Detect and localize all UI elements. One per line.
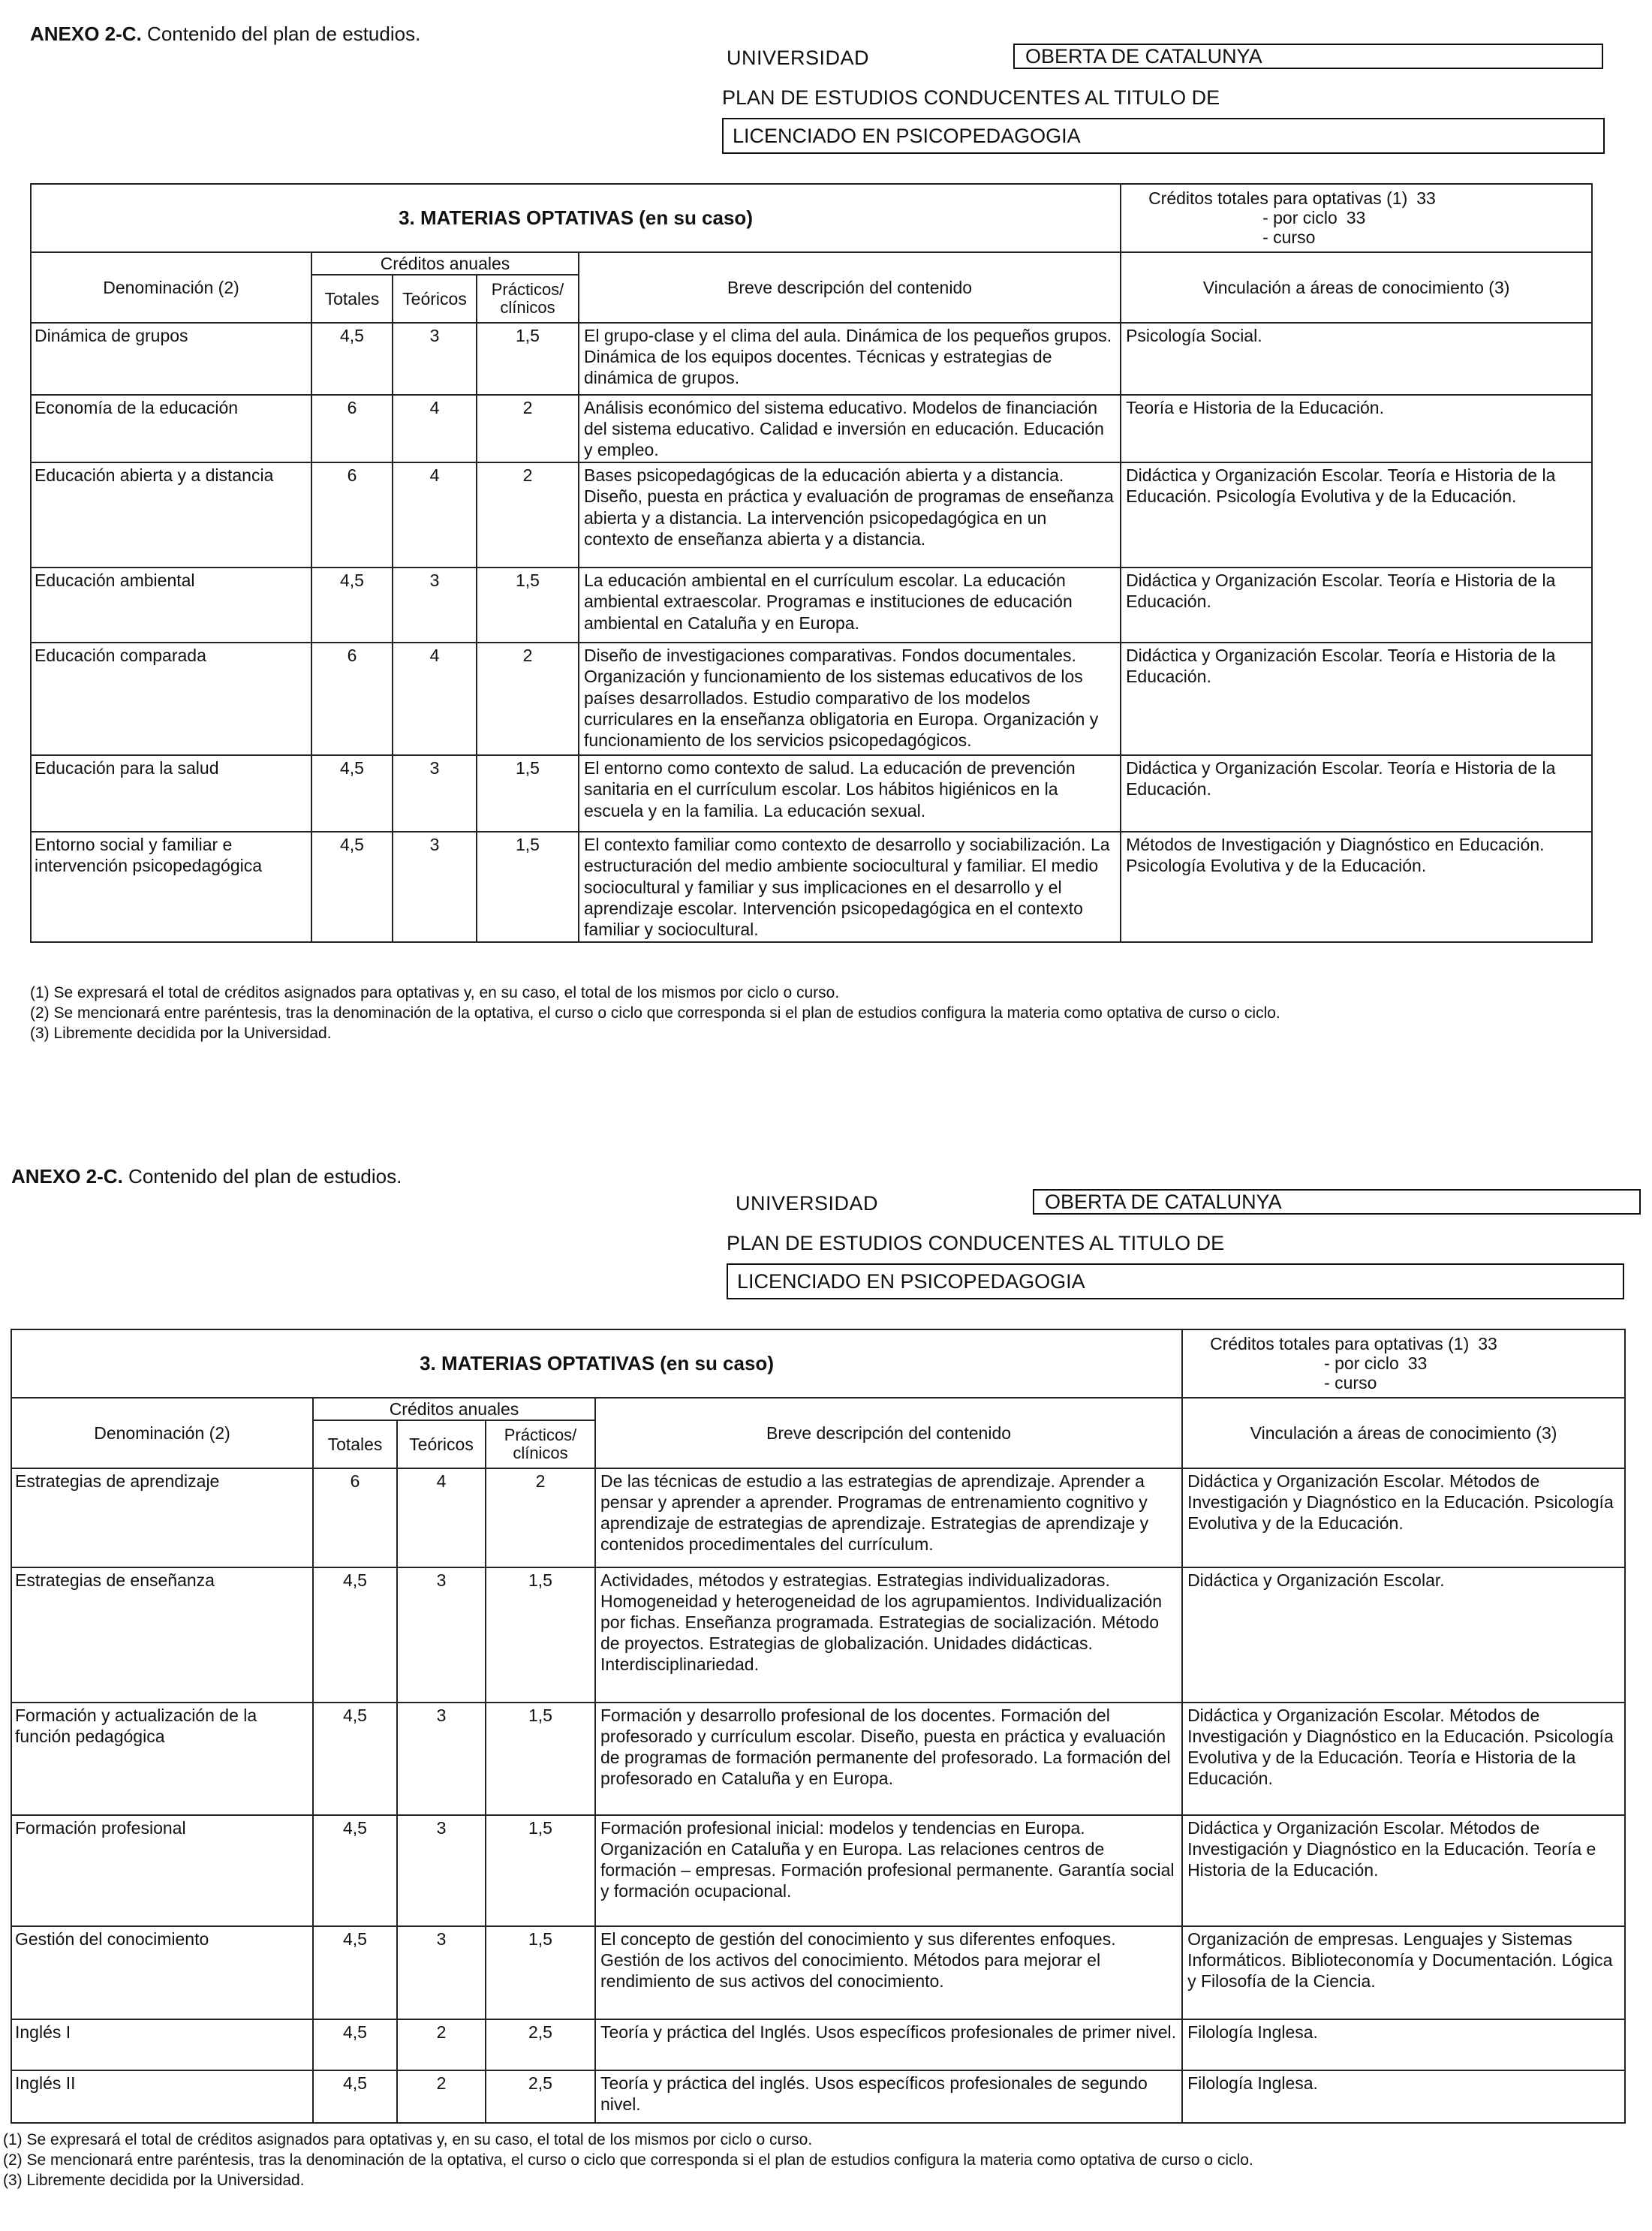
- plan-label: PLAN DE ESTUDIOS CONDUCENTES AL TITULO DE: [722, 86, 1220, 109]
- row-denominacion: Formación profesional: [11, 1815, 313, 1926]
- footnote-2: (2) Se mencionará entre paréntesis, tras la denominación de la optativa, el curso o ciclo que corresponda si el plan de estudios configura la materia como optativa de curso o ciclo.: [30, 1004, 1280, 1022]
- row-descripcion: El concepto de gestión del conocimiento y sus diferentes enfoques. Gestión de los activos del conocimiento. Métodos para mejorar el rendimiento de sus activos del conocimiento.: [595, 1926, 1182, 2019]
- row-teoricos: 3: [393, 755, 477, 832]
- row-teoricos: 4: [397, 1468, 486, 1567]
- row-descripcion: Teoría y práctica del Inglés. Usos específicos profesionales de primer nivel.: [595, 2019, 1182, 2070]
- row-totales: 6: [311, 643, 393, 755]
- row-descripcion: Análisis económico del sistema educativo. Modelos de financiación del sistema educativo. Calidad e inversión en educación. Educación y empleo.: [579, 395, 1121, 462]
- row-descripcion: De las técnicas de estudio a las estrategias de aprendizaje. Aprender a pensar y aprender a aprender. Programas de entrenamiento cognitivo y aprendizaje de estrategias de aprendizaje. Estrategias de aprendizaje y contenidos procedimentales del currículum.: [595, 1468, 1182, 1567]
- plan-label: PLAN DE ESTUDIOS CONDUCENTES AL TITULO DE: [727, 1232, 1225, 1254]
- row-vinculacion: Didáctica y Organización Escolar. Teoría e Historia de la Educación.: [1121, 643, 1592, 755]
- footnote-3: (3) Libremente decidida por la Universidad.: [30, 1024, 332, 1042]
- footnote-1: (1) Se expresará el total de créditos asignados para optativas y, en su caso, el total de los mismos por ciclo o curso.: [3, 2131, 813, 2148]
- row-teoricos: 3: [397, 1815, 486, 1926]
- row-denominacion: Educación ambiental: [31, 568, 311, 643]
- table-row: [31, 755, 1592, 832]
- row-teoricos: 2: [397, 2019, 486, 2070]
- table-row: [31, 462, 1592, 568]
- header-practicos: Prácticos/ clínicos: [477, 275, 579, 323]
- row-vinculacion: Didáctica y Organización Escolar. Métodos de Investigación y Diagnóstico en la Educación. Psicología Evolutiva y de la Educación.: [1182, 1468, 1625, 1567]
- row-totales: 4,5: [311, 755, 393, 832]
- table-row: [11, 2070, 1625, 2123]
- por-ciclo-value: 33: [1346, 207, 1366, 227]
- row-descripcion: Formación y desarrollo profesional de los docentes. Formación del profesorado y currículum escolar. Diseño, puesta en práctica y evaluación de programas de formación permanente del profesorado. La formación del profesorado en Cataluña y en Europa.: [595, 1703, 1182, 1815]
- row-denominacion: Estrategias de enseñanza: [11, 1567, 313, 1703]
- creditos-totales-cell: [1121, 184, 1592, 252]
- por-ciclo-value: 33: [1407, 1353, 1428, 1373]
- row-vinculacion: Psicología Social.: [1121, 323, 1592, 395]
- row-teoricos: 3: [393, 323, 477, 395]
- header-row-1: [31, 252, 1592, 275]
- row-practicos: 2: [477, 643, 579, 755]
- row-practicos: 2: [477, 395, 579, 462]
- row-teoricos: 3: [397, 1567, 486, 1703]
- row-teoricos: 3: [393, 568, 477, 643]
- creditos-totales-value: 33: [1416, 188, 1436, 208]
- row-vinculacion: Filología Inglesa.: [1182, 2070, 1625, 2123]
- header-denominacion: Denominación (2): [11, 1398, 313, 1468]
- table-body: [31, 323, 1592, 941]
- row-practicos: 2: [486, 1468, 595, 1567]
- table-title-row: [31, 184, 1592, 252]
- universidad-box: OBERTA DE CATALUNYA: [1013, 44, 1603, 69]
- row-descripcion: Actividades, métodos y estrategias. Estrategias individualizadoras. Homogeneidad y heterogeneidad de los agrupamientos. Individualización por fichas. Enseñanza programada. Estrategias de socialización. Método de proyectos. Estrategias de globalización. Unidades didácticas. Interdisciplinariedad.: [595, 1567, 1182, 1703]
- table-row: [11, 1703, 1625, 1815]
- footnote-2: (2) Se mencionará entre paréntesis, tras la denominación de la optativa, el curso o ciclo que corresponda si el plan de estudios configura la materia como optativa de curso o ciclo.: [3, 2151, 1253, 2169]
- row-practicos: 1,5: [477, 755, 579, 832]
- header-creditos-anuales: Créditos anuales: [313, 1398, 595, 1420]
- row-vinculacion: Teoría e Historia de la Educación.: [1121, 395, 1592, 462]
- table-row: [31, 323, 1592, 395]
- row-teoricos: 4: [393, 395, 477, 462]
- row-teoricos: 2: [397, 2070, 486, 2123]
- table-title: 3. MATERIAS OPTATIVAS (en su caso): [31, 184, 1121, 252]
- creditos-totales-cell: [1182, 1329, 1625, 1398]
- table-row: [11, 2019, 1625, 2070]
- row-practicos: 2,5: [486, 2019, 595, 2070]
- creditos-totales-label: Créditos totales para optativas (1): [1148, 188, 1408, 208]
- row-vinculacion: Didáctica y Organización Escolar. Métodos de Investigación y Diagnóstico en la Educación. Psicología Evolutiva y de la Educación. Teoría e Historia de la Educación.: [1182, 1703, 1625, 1815]
- por-ciclo-label: - por ciclo: [1324, 1353, 1399, 1373]
- row-practicos: 1,5: [486, 1926, 595, 2019]
- row-denominacion: Gestión del conocimiento: [11, 1926, 313, 2019]
- row-denominacion: Inglés II: [11, 2070, 313, 2123]
- row-practicos: 2,5: [486, 2070, 595, 2123]
- optativas-table: [30, 183, 1593, 943]
- table-row: [31, 395, 1592, 462]
- table-body: [11, 1468, 1625, 2123]
- annex-heading: ANEXO 2-C. Contenido del plan de estudios.: [30, 23, 421, 45]
- footnote-3: (3) Libremente decidida por la Universidad.: [3, 2171, 305, 2189]
- row-totales: 4,5: [313, 1567, 397, 1703]
- row-descripcion: El contexto familiar como contexto de desarrollo y sociabilización. La estructuración del medio ambiente sociocultural y familiar. El medio sociocultural y familiar y sus implicaciones en el desarrollo y el aprendizaje escolar. Intervención psicopedagógica en el contexto familiar y sociocultural.: [579, 832, 1121, 941]
- creditos-totales-label: Créditos totales para optativas (1): [1210, 1334, 1470, 1353]
- row-vinculacion: Didáctica y Organización Escolar. Teoría e Historia de la Educación.: [1121, 755, 1592, 832]
- curso-label: - curso: [1324, 1372, 1377, 1392]
- row-denominacion: Entorno social y familiar e intervención psicopedagógica: [31, 832, 311, 941]
- row-practicos: 1,5: [486, 1567, 595, 1703]
- header-descripcion: Breve descripción del contenido: [595, 1398, 1182, 1468]
- optativas-table: [11, 1329, 1626, 2124]
- table-row: [11, 1567, 1625, 1703]
- row-totales: 4,5: [313, 1926, 397, 2019]
- row-descripcion: La educación ambiental en el currículum escolar. La educación ambiental extraescolar. Programas e instituciones de educación ambiental en Cataluña y en Europa.: [579, 568, 1121, 643]
- table-row: [11, 1468, 1625, 1567]
- header-totales: Totales: [311, 275, 393, 323]
- row-totales: 4,5: [311, 323, 393, 395]
- titulo-box: LICENCIADO EN PSICOPEDAGOGIA: [722, 118, 1605, 154]
- row-teoricos: 3: [393, 832, 477, 941]
- row-teoricos: 3: [397, 1703, 486, 1815]
- annex-heading: ANEXO 2-C. Contenido del plan de estudios.: [11, 1165, 402, 1188]
- header-vinculacion: Vinculación a áreas de conocimiento (3): [1182, 1398, 1625, 1468]
- row-denominacion: Estrategias de aprendizaje: [11, 1468, 313, 1567]
- titulo-box: LICENCIADO EN PSICOPEDAGOGIA: [727, 1263, 1624, 1299]
- row-totales: 4,5: [313, 2019, 397, 2070]
- row-descripcion: El entorno como contexto de salud. La educación de prevención sanitaria en el currículum escolar. Los hábitos higiénicos en la escuela y en la familia. La educación sexual.: [579, 755, 1121, 832]
- row-descripcion: El grupo-clase y el clima del aula. Dinámica de los pequeños grupos. Dinámica de los equipos docentes. Técnicas y estrategias de dinámica de grupos.: [579, 323, 1121, 395]
- row-denominacion: Educación para la salud: [31, 755, 311, 832]
- universidad-label: UNIVERSIDAD: [736, 1192, 879, 1215]
- row-totales: 4,5: [313, 2070, 397, 2123]
- footnotes: [3, 2130, 1253, 2191]
- row-practicos: 1,5: [477, 568, 579, 643]
- row-denominacion: Educación abierta y a distancia: [31, 462, 311, 568]
- creditos-totales-value: 33: [1478, 1334, 1497, 1353]
- row-practicos: 1,5: [486, 1815, 595, 1926]
- page-2: [0, 1116, 1652, 2231]
- row-totales: 4,5: [313, 1703, 397, 1815]
- por-ciclo-label: - por ciclo: [1262, 207, 1338, 227]
- universidad-box: OBERTA DE CATALUNYA: [1033, 1189, 1641, 1215]
- table-row: [31, 568, 1592, 643]
- row-teoricos: 4: [393, 643, 477, 755]
- table-title: 3. MATERIAS OPTATIVAS (en su caso): [11, 1329, 1182, 1398]
- row-vinculacion: Filología Inglesa.: [1182, 2019, 1625, 2070]
- row-totales: 6: [311, 395, 393, 462]
- table-title-row: [11, 1329, 1625, 1398]
- table-row: [11, 1926, 1625, 2019]
- universidad-label: UNIVERSIDAD: [727, 47, 870, 69]
- header-practicos: Prácticos/ clínicos: [486, 1420, 595, 1468]
- footnote-1: (1) Se expresará el total de créditos asignados para optativas y, en su caso, el total de los mismos por ciclo o curso.: [30, 984, 840, 1001]
- row-vinculacion: Didáctica y Organización Escolar. Teoría e Historia de la Educación.: [1121, 568, 1592, 643]
- row-vinculacion: Didáctica y Organización Escolar. Métodos de Investigación y Diagnóstico en la Educación. Teoría e Historia de la Educación.: [1182, 1815, 1625, 1926]
- row-denominacion: Educación comparada: [31, 643, 311, 755]
- row-descripcion: Diseño de investigaciones comparativas. Fondos documentales. Organización y funcionamiento de los sistemas educativos de los países desarrollados. Estudio comparativo de los modelos curriculares en la enseñanza obligatoria en Europa. Organización y funcionamiento de los servicios psicopedagógicos.: [579, 643, 1121, 755]
- table-row: [31, 832, 1592, 941]
- header-totales: Totales: [313, 1420, 397, 1468]
- row-teoricos: 3: [397, 1926, 486, 2019]
- row-totales: 6: [311, 462, 393, 568]
- row-vinculacion: Didáctica y Organización Escolar. Teoría e Historia de la Educación. Psicología Evolutiva y de la Educación.: [1121, 462, 1592, 568]
- row-practicos: 2: [477, 462, 579, 568]
- row-totales: 6: [313, 1468, 397, 1567]
- row-totales: 4,5: [311, 832, 393, 941]
- row-vinculacion: Métodos de Investigación y Diagnóstico en Educación. Psicología Evolutiva y de la Educación.: [1121, 832, 1592, 941]
- header-vinculacion: Vinculación a áreas de conocimiento (3): [1121, 252, 1592, 323]
- table-row: [31, 643, 1592, 755]
- row-totales: 4,5: [311, 568, 393, 643]
- header-teoricos: Teóricos: [397, 1420, 486, 1468]
- row-practicos: 1,5: [477, 323, 579, 395]
- curso-label: - curso: [1262, 227, 1316, 247]
- header-teoricos: Teóricos: [393, 275, 477, 323]
- row-denominacion: Formación y actualización de la función pedagógica: [11, 1703, 313, 1815]
- row-descripcion: Bases psicopedagógicas de la educación abierta y a distancia. Diseño, puesta en práctica y evaluación de programas de enseñanza abierta y a distancia. La intervención psicopedagógica en un contexto de enseñanza abierta y a distancia.: [579, 462, 1121, 568]
- row-descripcion: Teoría y práctica del inglés. Usos específicos profesionales de segundo nivel.: [595, 2070, 1182, 2123]
- row-vinculacion: Organización de empresas. Lenguajes y Sistemas Informáticos. Biblioteconomía y Documentación. Lógica y Filosofía de la Ciencia.: [1182, 1926, 1625, 2019]
- row-totales: 4,5: [313, 1815, 397, 1926]
- row-denominacion: Inglés I: [11, 2019, 313, 2070]
- table-row: [11, 1815, 1625, 1926]
- row-denominacion: Economía de la educación: [31, 395, 311, 462]
- footnotes: [30, 983, 1280, 1044]
- header-row-1: [11, 1398, 1625, 1420]
- row-practicos: 1,5: [486, 1703, 595, 1815]
- row-practicos: 1,5: [477, 832, 579, 941]
- row-denominacion: Dinámica de grupos: [31, 323, 311, 395]
- header-descripcion: Breve descripción del contenido: [579, 252, 1121, 323]
- row-teoricos: 4: [393, 462, 477, 568]
- header-denominacion: Denominación (2): [31, 252, 311, 323]
- row-vinculacion: Didáctica y Organización Escolar.: [1182, 1567, 1625, 1703]
- header-creditos-anuales: Créditos anuales: [311, 252, 579, 275]
- row-descripcion: Formación profesional inicial: modelos y tendencias en Europa. Organización en Cataluña y en Europa. Las relaciones centros de formación – empresas. Formación profesional permanente. Garantía social y formación ocupacional.: [595, 1815, 1182, 1926]
